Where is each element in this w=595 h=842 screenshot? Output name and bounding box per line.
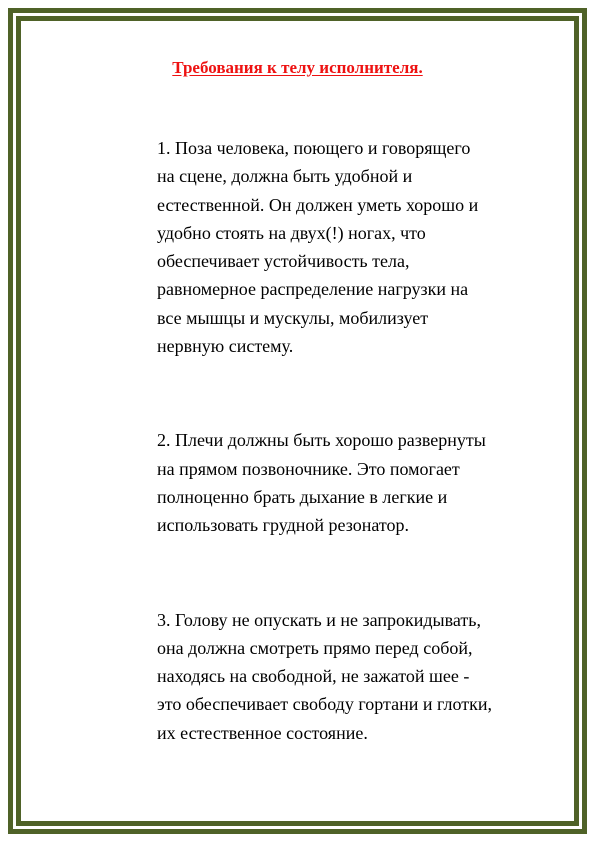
- document-body: [157, 134, 492, 747]
- paragraph-3: 3. Голову не опускать и не запрокидывать, она должна смотреть прямо перед собой, находясь на свободной, не зажатой шее - это обеспечивает свободу гортани и глотки, их естественное состояние.: [157, 609, 492, 743]
- paragraph-2: 2. Плечи должны быть хорошо развернуты на прямом позвоночнике. Это помогает полноценно брать дыхание в легкие и использовать грудной резонатор.: [157, 430, 486, 536]
- paragraph-1: 1. Поза человека, поющего и говорящего на сцене, должна быть удобной и естественной. Он должен уметь хорошо и удобно стоять на двух(!) ногах, что обеспечивает устойчивость тела, равномерное распределение нагрузки на все мышцы и мускулы, мобилизует нервную систему.: [157, 138, 479, 357]
- document-title: Требования к телу исполнителя.: [172, 58, 423, 77]
